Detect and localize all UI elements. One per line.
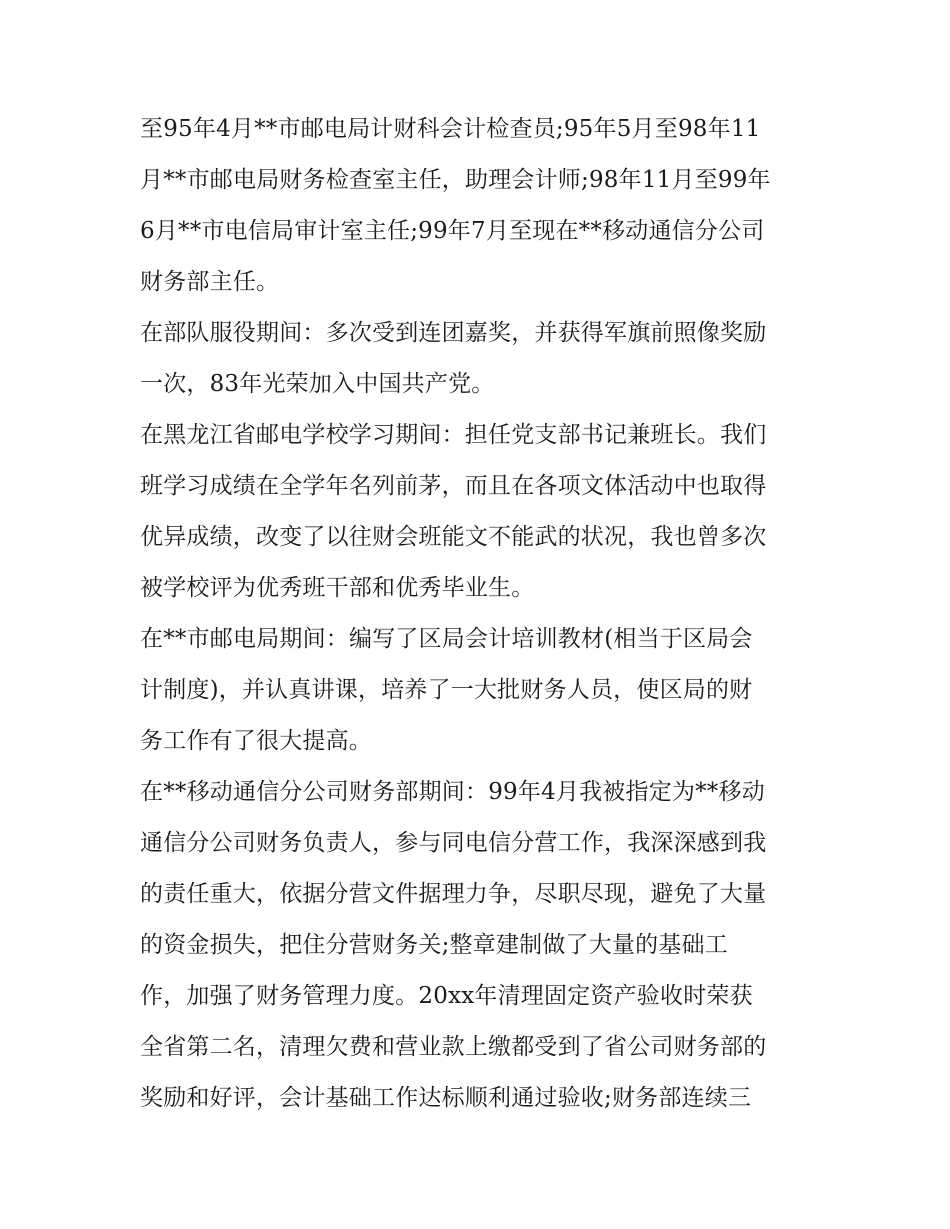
text-line: 的责任重大，依据分营文件据理力争，尽职尽现，避免了大量 [140, 881, 767, 907]
text-line: 作，加强了财务管理力度。20xx年清理固定资产验收时荣获 [140, 983, 753, 1009]
text-line: 计制度)，并认真讲课，培养了一大批财务人员，使区局的财 [140, 677, 753, 703]
text-line: 在**移动通信分公司财务部期间：99年4月我被指定为**移动 [140, 779, 765, 805]
text-line: 财务部主任。 [140, 269, 280, 295]
text-line: 6月**市电信局审计室主任;99年7月至现在**移动通信分公司 [140, 218, 765, 244]
text-line: 在**市邮电局期间：编写了区局会计培训教材(相当于区局会 [140, 626, 753, 652]
text-line: 优异成绩，改变了以往财会班能文不能武的状况，我也曾多次 [140, 524, 767, 550]
text-line: 班学习成绩在全学年名列前茅，而且在各项文体活动中也取得 [140, 473, 767, 499]
text-line: 的资金损失，把住分营财务关;整章建制做了大量的基础工 [140, 932, 728, 958]
text-line: 在黑龙江省邮电学校学习期间：担任党支部书记兼班长。我们 [140, 422, 767, 448]
text-line: 在部队服役期间：多次受到连团嘉奖，并获得军旗前照像奖励 [140, 320, 767, 346]
text-line: 全省第二名，清理欠费和营业款上缴都受到了省公司财务部的 [140, 1034, 767, 1060]
text-line: 一次，83年光荣加入中国共产党。 [140, 371, 495, 397]
text-line: 务工作有了很大提高。 [140, 728, 372, 754]
text-line: 奖励和好评，会计基础工作达标顺利通过验收;财务部连续三 [140, 1085, 752, 1111]
text-line: 至95年4月**市邮电局计财科会计检查员;95年5月至98年11 [140, 116, 761, 142]
text-line: 通信分公司财务负责人，参与同电信分营工作，我深深感到我 [140, 830, 767, 856]
text-line: 月**市邮电局财务检查室主任，助理会计师;98年11月至99年 [140, 167, 771, 193]
text-line: 被学校评为优秀班干部和优秀毕业生。 [140, 575, 535, 601]
